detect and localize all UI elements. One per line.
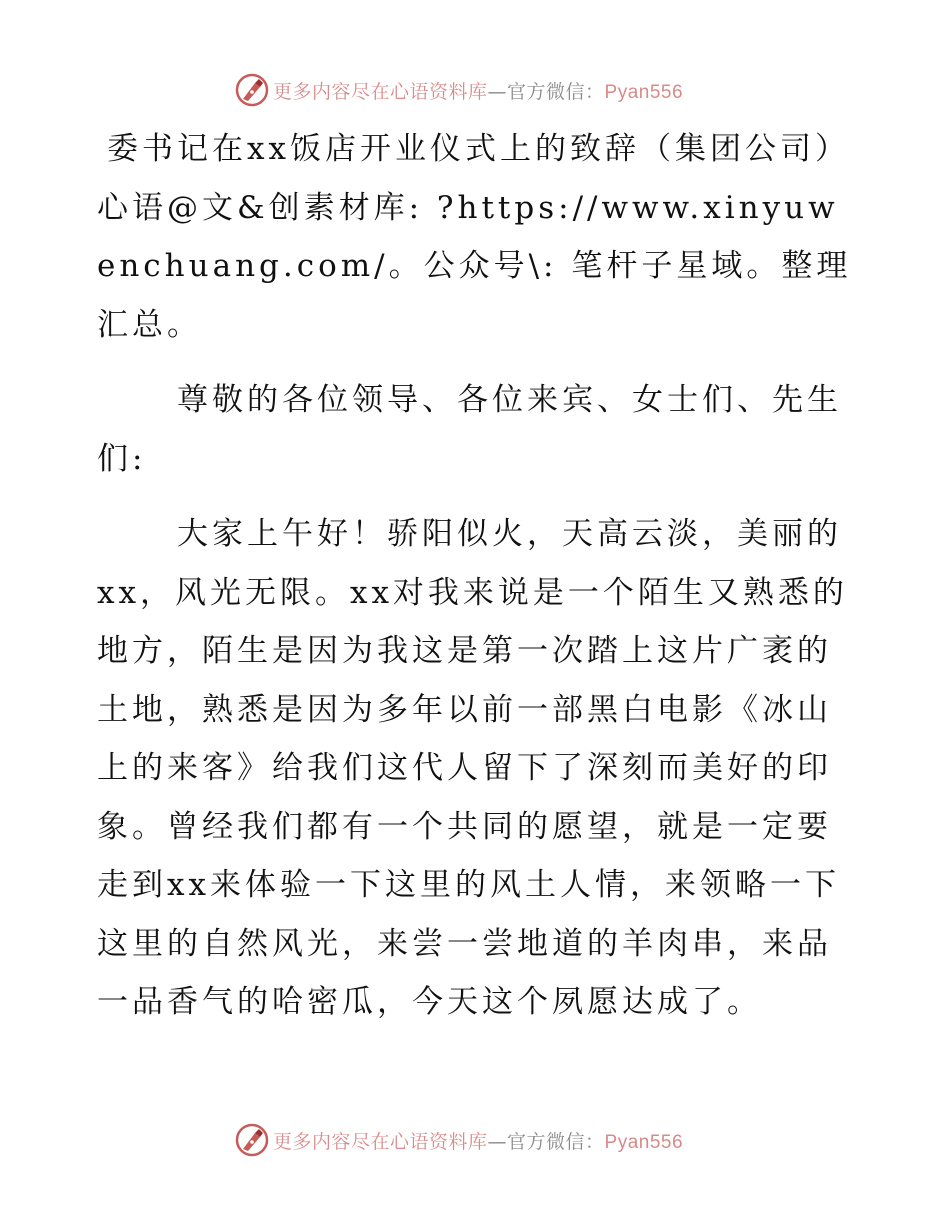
salutation: 尊敬的各位领导、各位来宾、女士们、先生们:	[97, 382, 842, 477]
banner-wechat-label: 官方微信：	[507, 80, 605, 103]
banner-text	[273, 77, 683, 104]
banner-dash: —	[487, 1130, 508, 1153]
banner-text	[273, 1127, 683, 1154]
footer-banner	[235, 1122, 683, 1158]
header-banner	[235, 72, 683, 108]
body-paragraph: 大家上午好！骄阳似火，天高云淡，美丽的xx，风光无限。xx对我来说是一个陌生又熟悉的地方，陌生是因为我这是第一次踏上这片广袤的土地，熟悉是因为多年以前一部黑白电影《冰山上的来客》给我们这代人留下了深刻而美好的印象。曾经我们都有一个共同的愿望，就是一定要走到xx来体验一下这里的风土人情，来领略一下这里的自然风光，来尝一尝地道的羊肉串，来品一品香气的哈密瓜，今天这个夙愿达成了。	[97, 516, 848, 1020]
document-title: 委书记在xx饭店开业仪式上的致辞（集团公司）心语@文&创素材库: ?https://www.xinyuwenchuang.com/。公众号\: 笔杆子星域。整理汇总。	[97, 131, 852, 343]
document-body	[97, 120, 857, 1032]
banner-wechat-label: 官方微信：	[507, 1130, 605, 1153]
pen-nib-logo-icon	[235, 1123, 269, 1157]
banner-dash: —	[487, 80, 508, 103]
banner-site-name: 更多内容尽在心语资料库	[273, 80, 488, 103]
pen-nib-logo-icon	[235, 73, 269, 107]
banner-wechat-account: Pyan556	[604, 1131, 684, 1153]
banner-wechat-account: Pyan556	[604, 81, 684, 103]
banner-site-name: 更多内容尽在心语资料库	[273, 1130, 488, 1153]
